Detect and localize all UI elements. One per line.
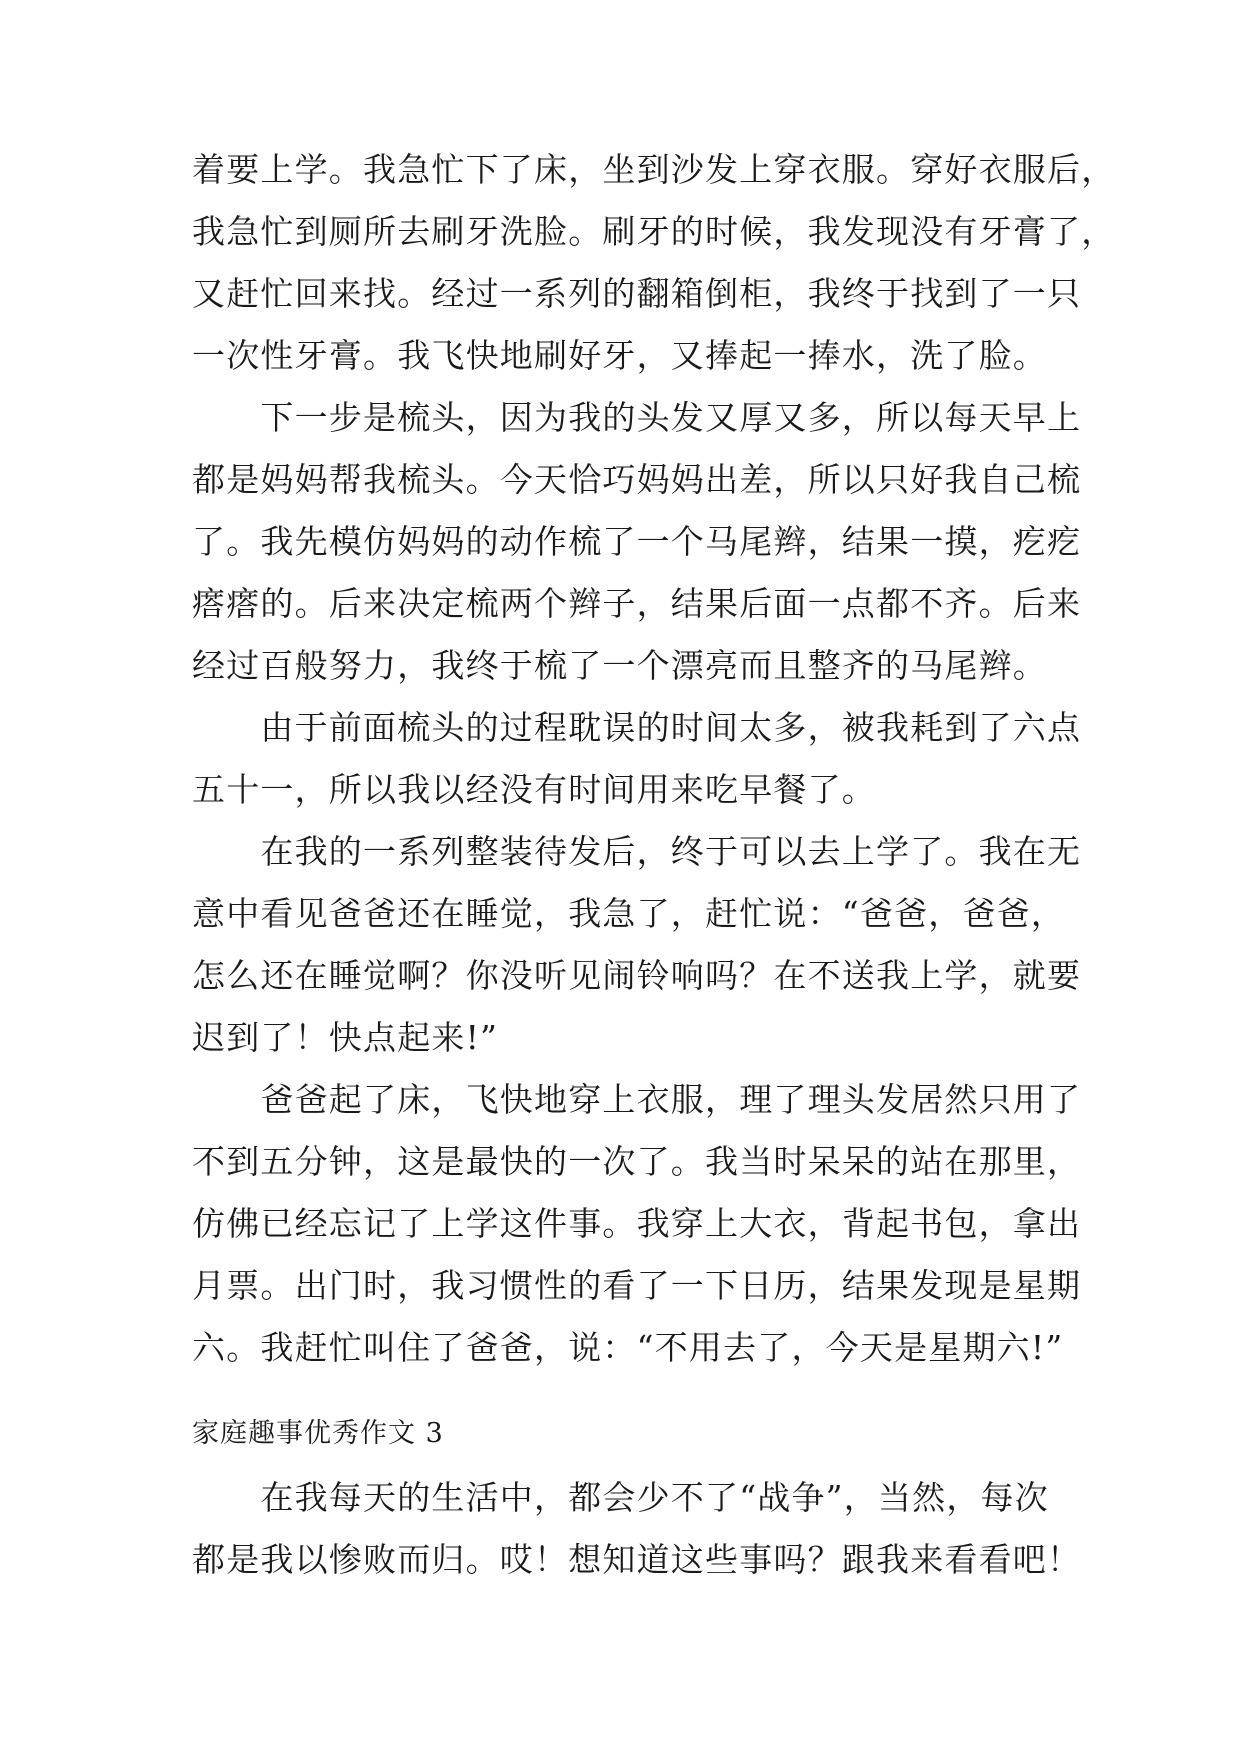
text-line: 月票。出门时，我习惯性的看了一下日历，结果发现是星期 xyxy=(192,1266,1082,1305)
text-line: 仿佛已经忘记了上学这件事。我穿上大衣，背起书包，拿出 xyxy=(192,1204,1082,1243)
text-line: 不到五分钟，这是最快的一次了。我当时呆呆的站在那里， xyxy=(192,1142,1082,1181)
text-line: 爸爸起了床，飞快地穿上衣服，理了理头发居然只用了 xyxy=(192,1080,1082,1119)
text-line: 五十一，所以我以经没有时间用来吃早餐了。 xyxy=(192,770,876,809)
text-line: 在我每天的生活中，都会少不了“战争”，当然，每次 xyxy=(192,1478,1049,1517)
text-line: 又赶忙回来找。经过一系列的翻箱倒柜，我终于找到了一只 xyxy=(192,274,1082,313)
text-line: 都是妈妈帮我梳头。今天恰巧妈妈出差，所以只好我自己梳 xyxy=(192,460,1082,499)
text-line: 着要上学。我急忙下了床，坐到沙发上穿衣服。穿好衣服后， xyxy=(192,150,1116,189)
text-line: 迟到了！快点起来!” xyxy=(192,1018,499,1057)
text-line: 了。我先模仿妈妈的动作梳了一个马尾辫，结果一摸，疙疙 xyxy=(192,522,1082,561)
text-line: 一次性牙膏。我飞快地刷好牙，又捧起一捧水，洗了脸。 xyxy=(192,336,1047,375)
section-heading: 家庭趣事优秀作文 3 xyxy=(192,1418,444,1449)
text-line: 经过百般努力，我终于梳了一个漂亮而且整齐的马尾辫。 xyxy=(192,646,1047,685)
text-line: 我急忙到厕所去刷牙洗脸。刷牙的时候，我发现没有牙膏了， xyxy=(192,212,1116,251)
text-line: 意中看见爸爸还在睡觉，我急了，赶忙说：“爸爸，爸爸， xyxy=(192,894,1066,933)
text-line: 六。我赶忙叫住了爸爸，说：“不用去了，今天是星期六!” xyxy=(192,1328,1064,1367)
text-line: 瘩瘩的。后来决定梳两个辫子，结果后面一点都不齐。后来 xyxy=(192,584,1082,623)
text-line: 都是我以惨败而归。哎！想知道这些事吗？跟我来看看吧！ xyxy=(192,1540,1082,1579)
text-line: 由于前面梳头的过程耽误的时间太多，被我耗到了六点 xyxy=(192,708,1082,747)
text-line: 在我的一系列整装待发后，终于可以去上学了。我在无 xyxy=(192,832,1082,871)
text-line: 下一步是梳头，因为我的头发又厚又多，所以每天早上 xyxy=(192,398,1082,437)
text-line: 怎么还在睡觉啊？你没听见闹铃响吗？在不送我上学，就要 xyxy=(192,956,1082,995)
